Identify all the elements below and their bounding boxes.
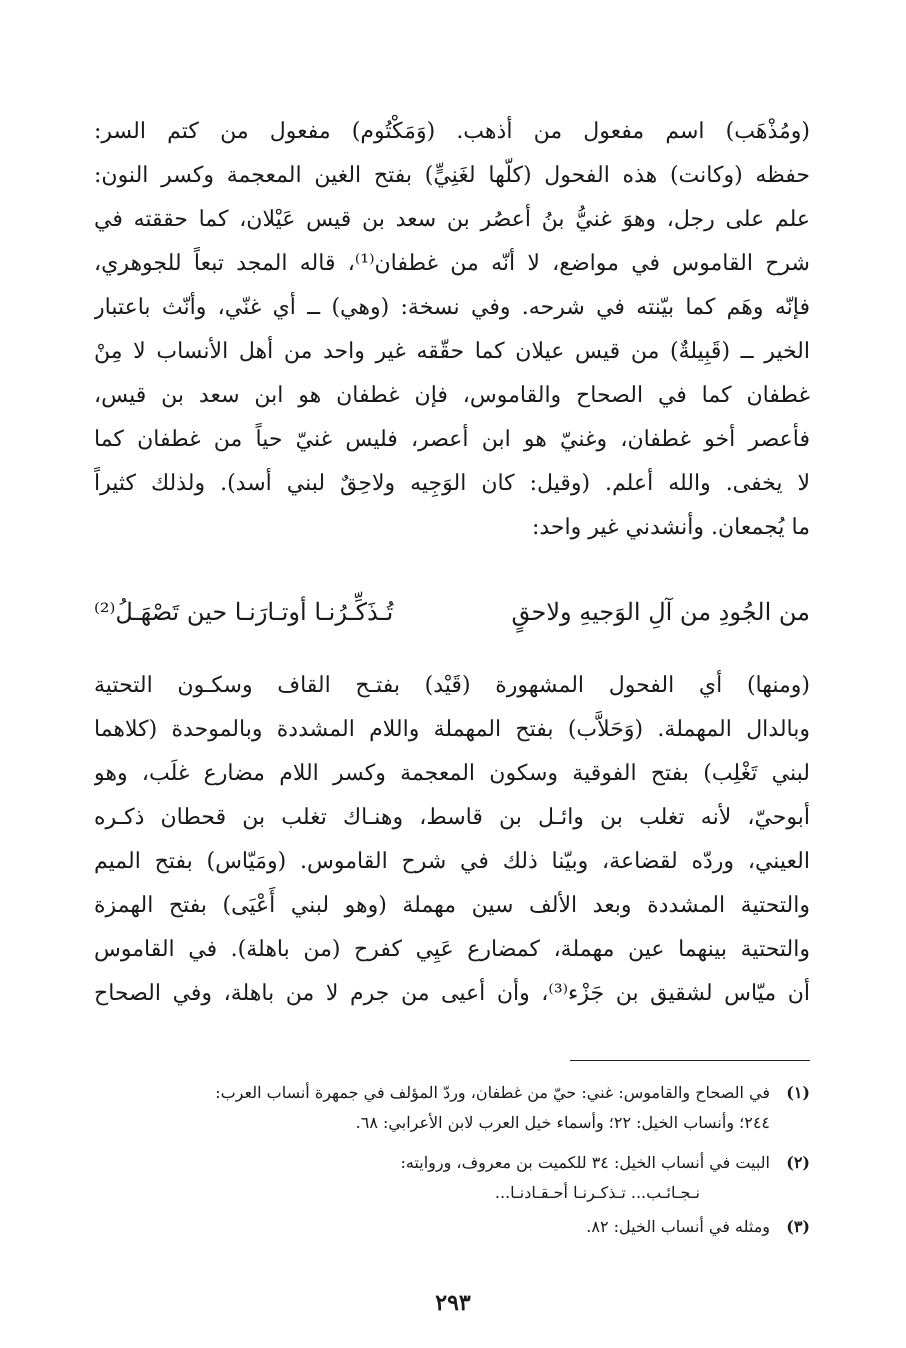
footnote-2-continuation bbox=[94, 1178, 810, 1208]
footnote-text: في الصحاح والقاموس: غني: حيّ من غطفان، وردّ المؤلف في جمهرة أنساب العرب: bbox=[215, 1083, 770, 1102]
footnote-text: ٢٤٤؛ وأنساب الخيل: ٢٢؛ وأسماء خيل العرب لابن الأعرابي: ٦٨. bbox=[355, 1113, 770, 1132]
text-line: أن ميّاس لشقيق بن جَزْء⁽³⁾، وأن أعيى من جرم لا من باهلة، وفي الصحاح bbox=[94, 981, 810, 1006]
text-line: حفظه (وكانت) هذه الفحول (كلّها لغَنِيٍّ) بفتح الغين المعجمة وكسر النون: bbox=[94, 163, 810, 188]
verse-first-hemistich: من الجُودِ من آلِ الوَجيهِ ولاحقٍ bbox=[511, 598, 810, 626]
text-line: شرح القاموس في مواضع، لا أنّه من غطفان⁽¹⁾، قاله المجد تبعاً للجوهري، bbox=[94, 251, 810, 276]
text-line: العيني، وردّه لقضاعة، وبيّنا ذلك في شرح القاموس. (ومَيّاس) بفتح الميم bbox=[94, 849, 810, 874]
text-line: غطفان كما في الصحاح والقاموس، فإن غطفان هو ابن سعد بن قيس، bbox=[94, 383, 810, 408]
footnote-number: (١) bbox=[786, 1083, 810, 1102]
page-number: ٢٩٣ bbox=[435, 1290, 471, 1316]
text-line: الخير ــ (قَبِيلةٌ) من قيس عيلان كما حقّقه غير واحد من أهل الأنساب لا مِنْ bbox=[94, 339, 810, 364]
text-line: فإنّه وهَم كما بيّنته في شرحه. وفي نسخة: (وهي) ــ أي غنّي، وأنّث باعتبار bbox=[94, 295, 810, 320]
text-line: والتحتية المشددة وبعد الألف سين مهملة (وهو لبني أَعْيَى) بفتح الهمزة bbox=[94, 893, 810, 918]
footnote-separator bbox=[570, 1060, 810, 1061]
footnote-3 bbox=[94, 1212, 810, 1242]
footnote-2 bbox=[94, 1148, 810, 1178]
text-line: والتحتية بينهما عين مهملة، كمضارع عَيِي كفرح (من باهلة). في القاموس bbox=[94, 937, 810, 962]
footnote-1-continuation bbox=[94, 1108, 810, 1138]
text-line: (ومنها) أي الفحول المشهورة (قَيْد) بفتـح القاف وسكـون التحتية bbox=[94, 673, 810, 698]
footnote-text: البيت في أنساب الخيل: ٣٤ للكميت بن معروف، وروايته: bbox=[400, 1153, 770, 1172]
text-line: ما يُجمعان. وأنشدني غير واحد: bbox=[531, 515, 810, 540]
footnote-1 bbox=[94, 1078, 810, 1108]
footnote-text: ومثله في أنساب الخيل: ٨٢. bbox=[586, 1217, 770, 1236]
footnote-number: (٢) bbox=[786, 1153, 810, 1172]
footnote-number: (٣) bbox=[786, 1217, 810, 1236]
poetry-verse bbox=[94, 590, 810, 634]
text-line: علم على رجل، وهوَ غنيُّ بنُ أعصُر بن سعد بن قيس عَيْلان، كما حققته في bbox=[94, 207, 810, 232]
text-line: أبوحيّ، لأنه تغلب بن وائـل بن قاسط، وهنـاك تغلب بن قحطان ذكـره bbox=[94, 805, 810, 830]
footnote-text: نـجـائـب... تـذكـرنـا أحـقـادنـا... bbox=[494, 1183, 700, 1202]
verse-second-hemistich: تُـذَكِّـرُنـا أوتـارَنـا حين تَصْهَـلُ⁽²⁾ bbox=[94, 598, 394, 626]
text-line: فأعصر أخو غطفان، وغنيّ هو ابن أعصر، فليس غنيّ حياً من غطفان كما bbox=[94, 427, 810, 452]
text-line: وبالدال المهملة. (وَحَلاَّب) بفتح المهملة واللام المشددة وبالموحدة (كلاهما bbox=[94, 717, 810, 742]
text-line: لا يخفى. والله أعلم. (وقيل: كان الوَجِيه ولاحِقٌ لبني أسد). ولذلك كثيراً bbox=[94, 471, 810, 496]
text-line: لبني تَغْلِب) بفتح الفوقية وسكون المعجمة وكسر اللام مضارع غلَب، وهو bbox=[94, 761, 810, 786]
text-line: (ومُذْهَب) اسم مفعول من أذهب. (وَمَكْتُوم) مفعول من كتم السر: bbox=[94, 119, 810, 144]
